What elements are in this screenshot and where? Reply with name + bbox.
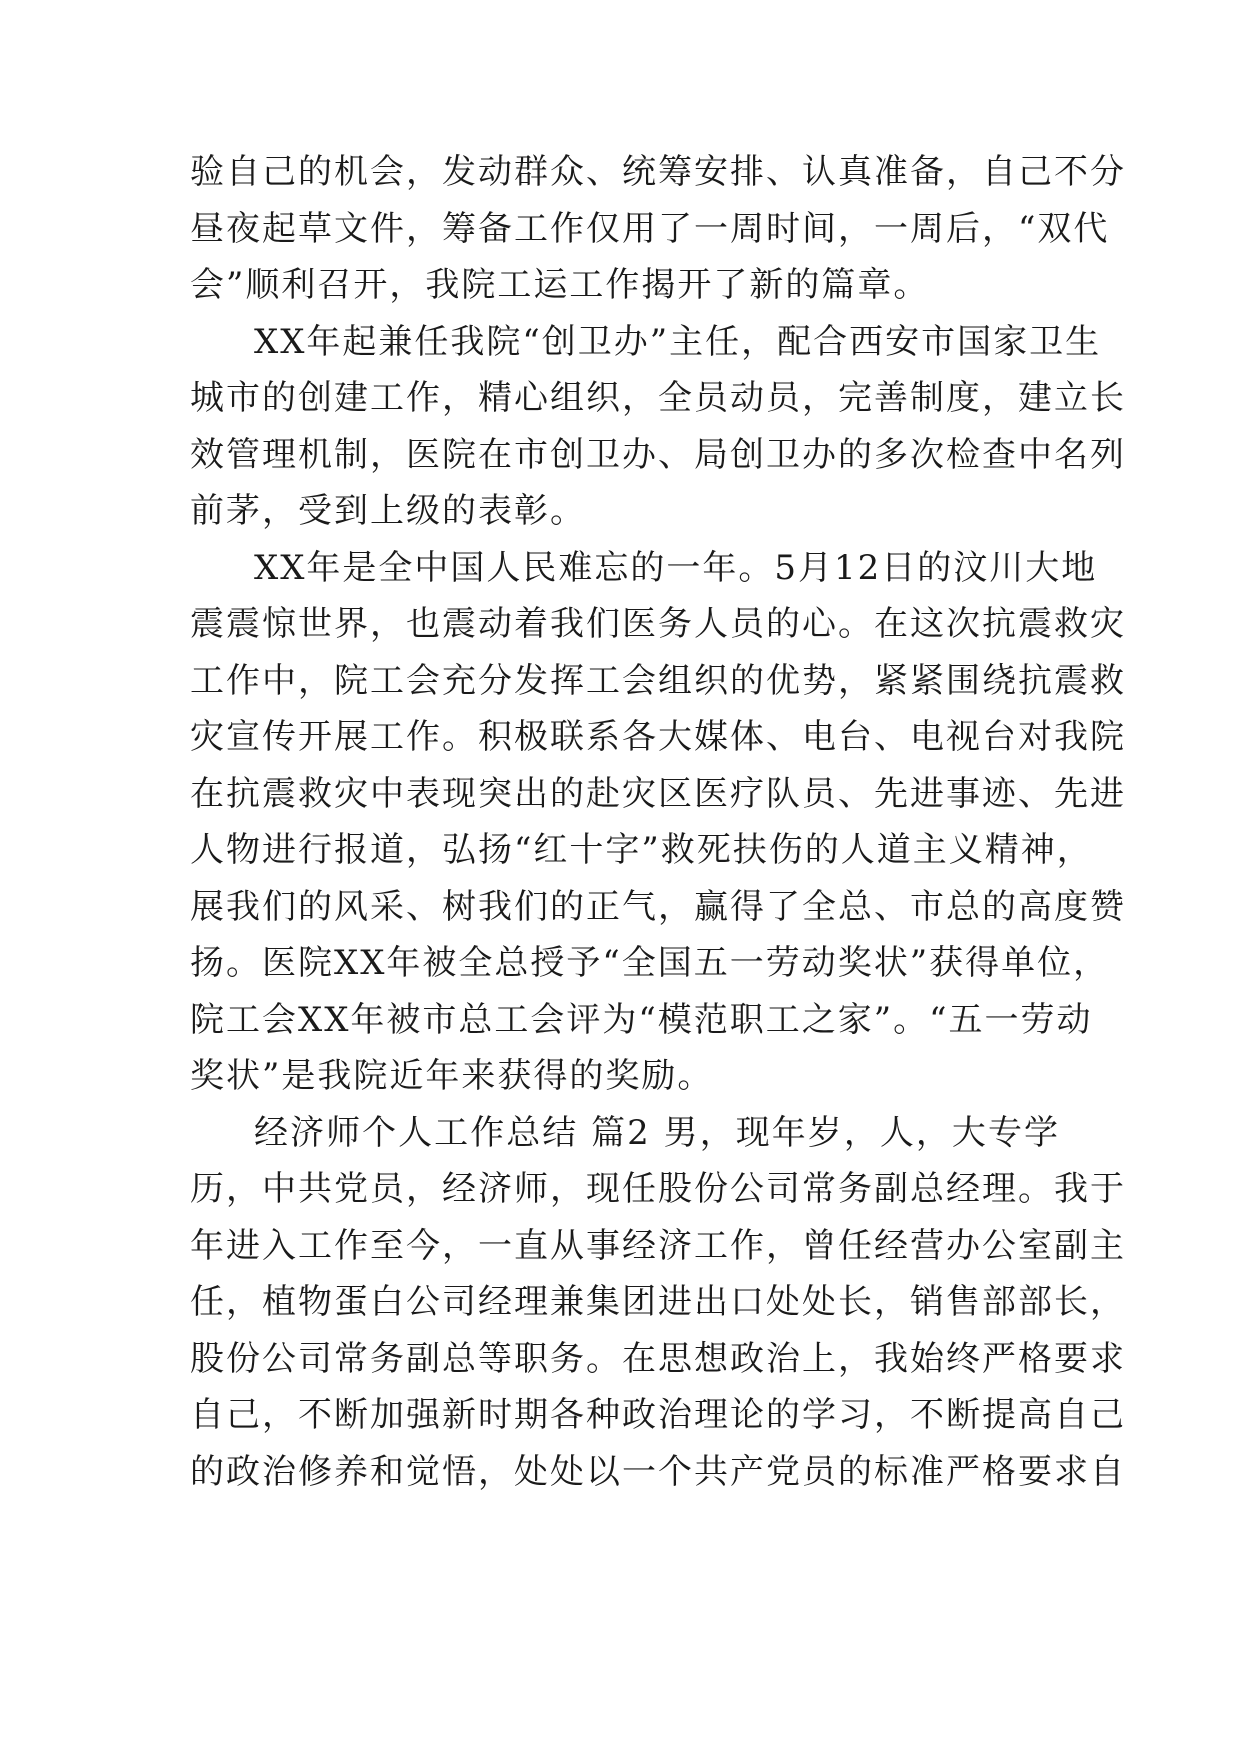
- text-line: 股份公司常务副总等职务。在思想政治上，我始终严格要求: [190, 1338, 1126, 1379]
- text-line: 人物进行报道，弘扬“红十字”救死扶伤的人道主义精神，: [190, 830, 1093, 870]
- text-line: 经济师个人工作总结 篇2 男，现年岁，人，大专学: [254, 1112, 1060, 1153]
- text-line: 扬。医院XX年被全总授予“全国五一劳动奖状”获得单位，: [190, 943, 1110, 983]
- text-line: 城市的创建工作，精心组织，全员动员，完善制度，建立长: [190, 378, 1126, 418]
- text-line: 昼夜起草文件，筹备工作仅用了一周时间，一周后，“双代: [190, 208, 1110, 249]
- text-line: 奖状”是我院近年来获得的奖励。: [190, 1056, 714, 1096]
- text-line: 院工会XX年被市总工会评为“模范职工之家”。“五一劳动: [190, 999, 1093, 1040]
- text-line: 会”顺利召开，我院工运工作揭开了新的篇章。: [190, 265, 930, 305]
- text-line: 任，植物蛋白公司经理兼集团进出口处处长，销售部部长，: [190, 1282, 1126, 1322]
- text-line: 在抗震救灾中表现突出的赴灾区医疗队员、先进事迹、先进: [190, 773, 1126, 814]
- text-line: 自己，不断加强新时期各种政治理论的学习，不断提高自己: [190, 1395, 1126, 1435]
- text-line: 前茅，受到上级的表彰。: [190, 491, 586, 531]
- text-line: 震震惊世界，也震动着我们医务人员的心。在这次抗震救灾: [190, 604, 1126, 644]
- text-line: 展我们的风采、树我们的正气，赢得了全总、市总的高度赞: [190, 886, 1126, 927]
- text-line: 的政治修养和觉悟，处处以一个共产党员的标准严格要求自: [190, 1451, 1126, 1492]
- text-line: 验自己的机会，发动群众、统筹安排、认真准备，自己不分: [190, 152, 1126, 192]
- text-line: XX年是全中国人民难忘的一年。5月12日的汶川大地: [254, 547, 1098, 588]
- text-line: 工作中，院工会充分发挥工会组织的优势，紧紧围绕抗震救: [190, 660, 1126, 701]
- text-line: 灾宣传开展工作。积极联系各大媒体、电台、电视台对我院: [190, 717, 1126, 757]
- text-line: 历，中共党员，经济师，现任股份公司常务副总经理。我于: [190, 1169, 1126, 1209]
- text-line: 效管理机制，医院在市创卫办、局创卫办的多次检查中名列: [190, 434, 1126, 475]
- text-line: 年进入工作至今，一直从事经济工作，曾任经营办公室副主: [190, 1225, 1126, 1266]
- text-line: XX年起兼任我院“创卫办”主任，配合西安市国家卫生: [254, 321, 1102, 362]
- body-text: [190, 144, 1126, 1500]
